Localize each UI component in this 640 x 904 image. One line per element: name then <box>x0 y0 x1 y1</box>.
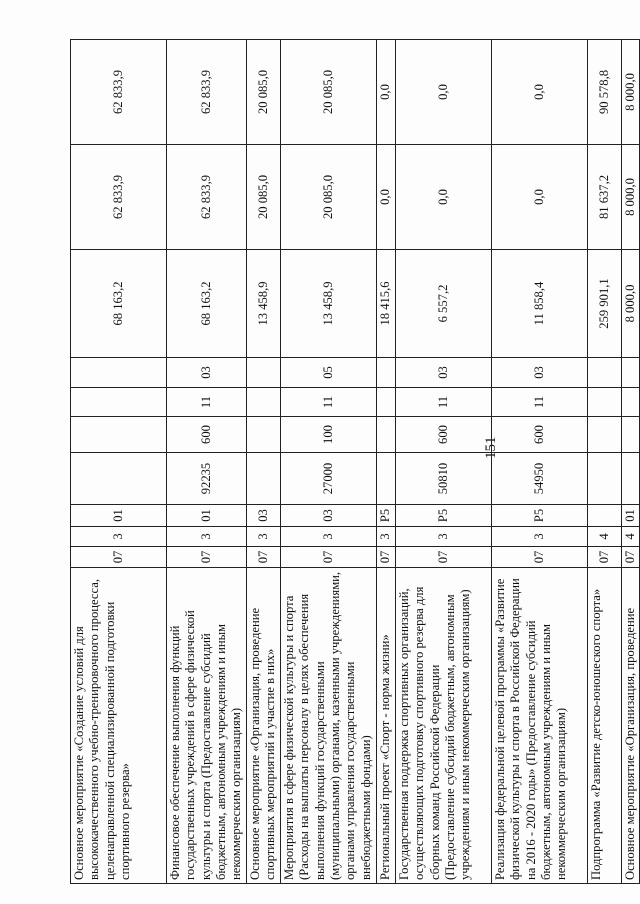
cell-pr: 3 <box>280 527 376 547</box>
cell-csr3: 100 <box>280 417 376 453</box>
cell-csr1: 03 <box>280 505 376 527</box>
cell-csr1: 01 <box>621 505 639 527</box>
cell-sum-1: 8 000,0 <box>621 250 639 358</box>
cell-rz2 <box>71 358 167 388</box>
cell-pr: 3 <box>491 527 587 547</box>
cell-pr: 3 <box>376 527 395 547</box>
cell-csr1: 01 <box>71 505 167 527</box>
cell-csr1: 01 <box>167 505 247 527</box>
cell-sum-1: 259 901,1 <box>587 250 621 358</box>
cell-sum-1: 13 458,9 <box>280 250 376 358</box>
cell-csr2 <box>71 453 167 505</box>
cell-csr1: P5 <box>395 505 491 527</box>
cell-csr1 <box>587 505 621 527</box>
cell-csr3 <box>621 417 639 453</box>
cell-rz: 07 <box>167 547 247 568</box>
cell-rz2: 03 <box>395 358 491 388</box>
cell-sum-1: 68 163,2 <box>167 250 247 358</box>
cell-csr1: P5 <box>491 505 587 527</box>
cell-pr: 4 <box>621 527 639 547</box>
cell-rz: 07 <box>376 547 395 568</box>
cell-rz: 07 <box>587 547 621 568</box>
cell-sum-3: 0,0 <box>395 40 491 145</box>
table-row <box>376 40 395 884</box>
table-row <box>167 40 247 884</box>
cell-vr: 11 <box>491 388 587 417</box>
table-row <box>280 40 376 884</box>
cell-rz2: 03 <box>491 358 587 388</box>
cell-csr2 <box>376 453 395 505</box>
cell-sum-2: 62 833,9 <box>71 145 167 250</box>
cell-pr: 3 <box>246 527 280 547</box>
cell-sum-2: 8 000,0 <box>621 145 639 250</box>
cell-rz2: 05 <box>280 358 376 388</box>
cell-csr3 <box>71 417 167 453</box>
cell-rz: 07 <box>621 547 639 568</box>
cell-rz: 07 <box>246 547 280 568</box>
cell-sum-1: 6 557,2 <box>395 250 491 358</box>
cell-sum-2: 20 085,0 <box>246 145 280 250</box>
cell-csr3: 600 <box>395 417 491 453</box>
cell-csr1: P5 <box>376 505 395 527</box>
cell-rz2 <box>621 358 639 388</box>
cell-sum-1: 18 415,6 <box>376 250 395 358</box>
cell-rz: 07 <box>395 547 491 568</box>
cell-csr2: 27000 <box>280 453 376 505</box>
cell-csr1: 03 <box>246 505 280 527</box>
cell-vr <box>71 388 167 417</box>
cell-vr: 11 <box>395 388 491 417</box>
cell-csr2: 92235 <box>167 453 247 505</box>
cell-sum-2: 20 085,0 <box>280 145 376 250</box>
cell-csr3 <box>246 417 280 453</box>
cell-sum-3: 62 833,9 <box>167 40 247 145</box>
cell-sum-3: 90 578,8 <box>587 40 621 145</box>
cell-sum-2: 81 637,2 <box>587 145 621 250</box>
cell-rz: 07 <box>71 547 167 568</box>
cell-pr: 3 <box>167 527 247 547</box>
cell-sum-2: 0,0 <box>376 145 395 250</box>
cell-sum-3: 0,0 <box>491 40 587 145</box>
cell-sum-3: 0,0 <box>376 40 395 145</box>
row-name: Реализация федеральной целевой программы «Развитие физической культуры и спорта в Российской Федерации на 2016 - 2020 годы» (Предоставление субсидий бюджетным, автономным учреждениям и иным некоммерческим организациям) <box>491 568 587 884</box>
cell-vr <box>621 388 639 417</box>
cell-csr3 <box>376 417 395 453</box>
cell-sum-1: 11 858,4 <box>491 250 587 358</box>
row-name: Основное мероприятие «Создание условий для высококачественного учебно-тренировочного процесса, целенаправленной специализированной подготовки спортивного резерва» <box>71 568 167 884</box>
table-row <box>246 40 280 884</box>
cell-sum-2: 62 833,9 <box>167 145 247 250</box>
cell-sum-1: 68 163,2 <box>71 250 167 358</box>
row-name: Государственная поддержка спортивных организаций, осуществляющих подготовку спортивного резерва для сборных команд Российской Федерации (Предоставление субсидий бюджетным, автономным учреждениям и иным некоммерческим организациям) <box>395 568 491 884</box>
row-name: Основное мероприятие «Организация, проведение спортивных мероприятий и участие в них» <box>246 568 280 884</box>
budget-table-rotated <box>70 40 637 884</box>
cell-sum-3: 8 000,0 <box>621 40 639 145</box>
budget-table <box>70 39 640 884</box>
cell-sum-2: 0,0 <box>491 145 587 250</box>
cell-sum-2: 0,0 <box>395 145 491 250</box>
table-row <box>621 40 639 884</box>
table-row <box>395 40 491 884</box>
cell-rz: 07 <box>280 547 376 568</box>
cell-csr2: 54950 <box>491 453 587 505</box>
cell-vr: 11 <box>280 388 376 417</box>
cell-rz: 07 <box>491 547 587 568</box>
cell-csr2 <box>246 453 280 505</box>
cell-sum-1: 13 458,9 <box>246 250 280 358</box>
table-row <box>71 40 167 884</box>
page-number: 151 <box>483 436 499 459</box>
row-name: Подпрограмма «Развитие детско-юношеского спорта» <box>587 568 621 884</box>
cell-csr2: 50810 <box>395 453 491 505</box>
row-name: Финансовое обеспечение выполнения функций государственных учреждений в сфере физической культуры и спорта (Предоставление субсидий бюджетным, автономным учреждениям и иным некоммерческим организациям) <box>167 568 247 884</box>
table-row <box>491 40 587 884</box>
cell-pr: 3 <box>71 527 167 547</box>
cell-rz2: 03 <box>167 358 247 388</box>
cell-vr <box>587 388 621 417</box>
cell-vr <box>246 388 280 417</box>
table-row <box>587 40 621 884</box>
cell-sum-3: 62 833,9 <box>71 40 167 145</box>
cell-sum-3: 20 085,0 <box>280 40 376 145</box>
cell-csr3: 600 <box>167 417 247 453</box>
cell-vr <box>376 388 395 417</box>
cell-sum-3: 20 085,0 <box>246 40 280 145</box>
cell-csr2 <box>587 453 621 505</box>
cell-csr2 <box>621 453 639 505</box>
row-name: Региональный проект «Спорт - норма жизни» <box>376 568 395 884</box>
row-name: Основное мероприятие «Организация, проведение <box>621 568 639 884</box>
cell-rz2 <box>246 358 280 388</box>
cell-csr3: 600 <box>491 417 587 453</box>
cell-pr: 4 <box>587 527 621 547</box>
cell-pr: 3 <box>395 527 491 547</box>
cell-rz2 <box>376 358 395 388</box>
row-name: Мероприятия в сфере физической культуры и спорта (Расходы на выплаты персоналу в целях обеспечения выполнения функций государственными (муниципальными) органами, казенными учреждениями, органами управления государственными внебюджетными фондами) <box>280 568 376 884</box>
cell-vr: 11 <box>167 388 247 417</box>
cell-csr3 <box>587 417 621 453</box>
cell-rz2 <box>587 358 621 388</box>
